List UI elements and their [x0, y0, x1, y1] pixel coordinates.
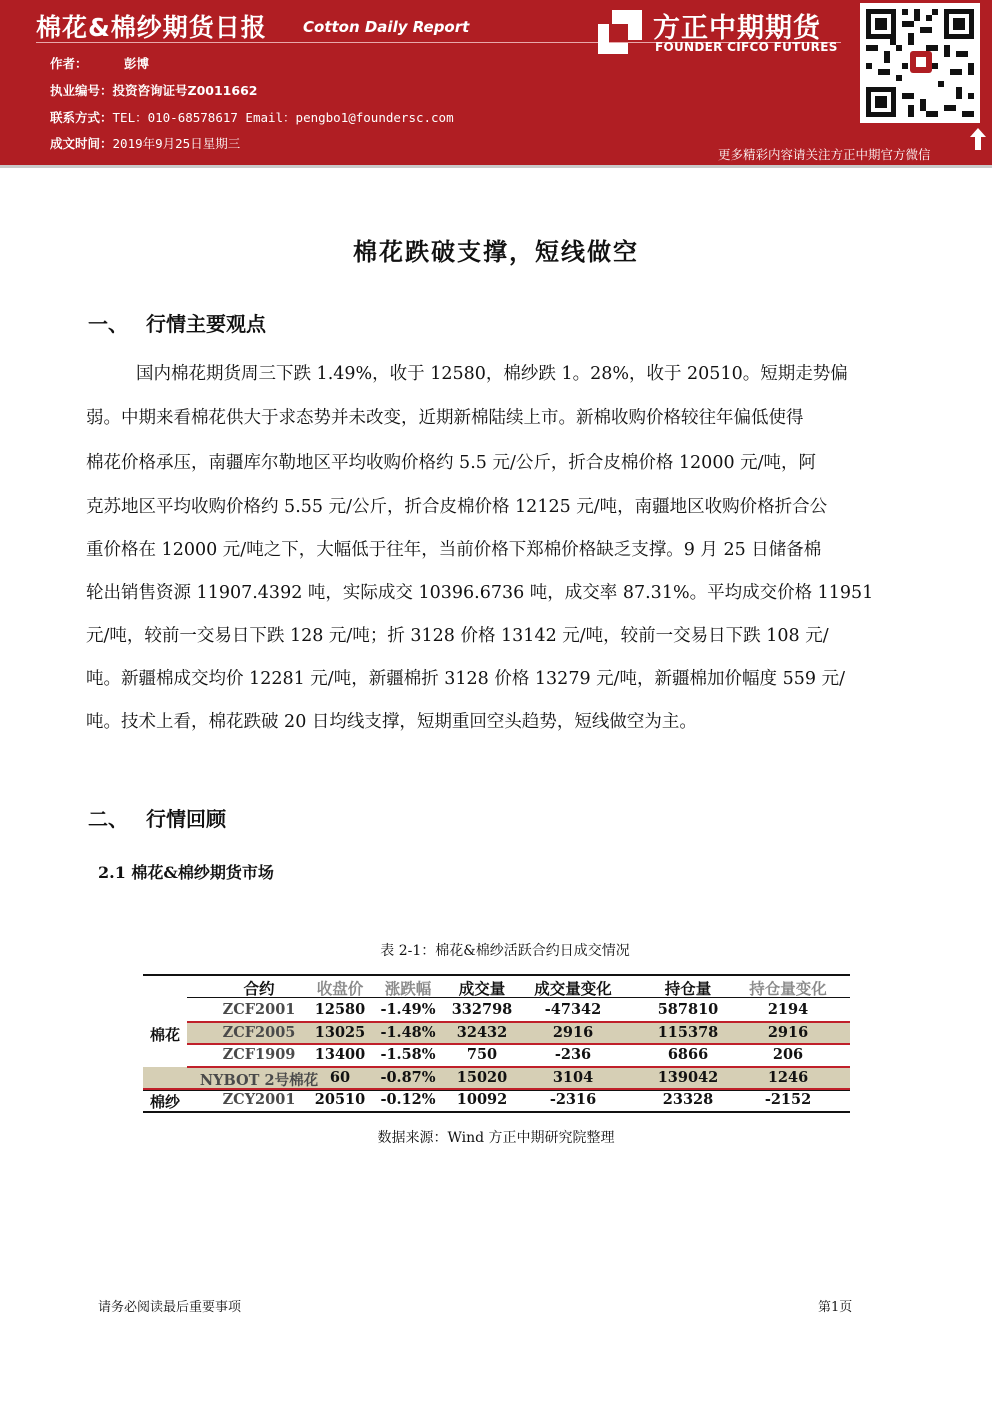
table-cell: 32432	[456, 1023, 508, 1041]
table-caption: 表 2-1：棉花&棉纱活跃合约日成交情况	[380, 943, 630, 959]
logo-name-cn: 方正中期期货	[653, 13, 821, 44]
contact-line	[50, 108, 454, 126]
table-red-rule	[187, 1066, 850, 1068]
license-line	[50, 81, 257, 99]
table-cell: 12580	[314, 1001, 366, 1018]
section-heading-review	[88, 803, 226, 832]
column-header: 合约	[243, 980, 275, 998]
table-top-rule	[143, 974, 850, 976]
table-cell: 10092	[456, 1091, 508, 1108]
table-cell: -0.87%	[380, 1068, 436, 1086]
paragraph-line: 棉花价格承压，南疆库尔勒地区平均收购价格约 5.5 元/公斤，折合皮棉价格 12000 元/吨，阿	[86, 453, 817, 473]
table-cell: -1.58%	[380, 1046, 436, 1063]
document-title: 棉花跌破支撑，短线做空	[353, 237, 639, 266]
table-cell: 3104	[552, 1068, 594, 1086]
table-cell: -236	[554, 1046, 592, 1063]
table-cell: -1.48%	[380, 1023, 436, 1041]
subsection-heading: 2.1 棉花&棉纱期货市场	[98, 863, 274, 882]
founder-logo-icon	[598, 10, 642, 54]
paragraph-line: 国内棉花期货周三下跌 1.49%，收于 12580，棉纱跌 1。28%，收于 20510。短期走势偏	[136, 364, 848, 384]
paragraph-line: 克苏地区平均收购价格约 5.55 元/公斤，折合皮棉价格 12125 元/吨，南疆地区收购价格折合公	[86, 497, 828, 517]
header-divider	[0, 165, 992, 168]
table-cell: 587810	[657, 1001, 719, 1018]
table-cell: 60	[329, 1068, 351, 1086]
table-cell: -1.49%	[380, 1001, 436, 1018]
table-cell: 332798	[451, 1001, 513, 1018]
table-cell: 139042	[657, 1068, 719, 1086]
table-cell: -47342	[544, 1001, 602, 1018]
report-date: 2019年9月25日星期三	[112, 136, 241, 151]
table-cell: 1246	[767, 1068, 809, 1086]
author-label: 作者：	[50, 56, 88, 71]
table-cell: 13400	[314, 1046, 366, 1063]
paragraph-line: 弱。中期来看棉花供大于求态势并未改变，近期新棉陆续上市。新棉收购价格较往年偏低使得	[86, 408, 804, 428]
table-cell: 115378	[657, 1023, 719, 1041]
contact-label: 联系方式：	[50, 110, 113, 125]
table-cell: 750	[466, 1046, 498, 1063]
row-group-label: 棉纱	[149, 1093, 180, 1111]
section-title: 行情回顾	[146, 807, 226, 831]
paragraph-line: 重价格在 12000 元/吨之下，大幅低于往年，当前价格下郑棉价格缺乏支撑。9 月 25 日储备棉	[86, 540, 822, 560]
table-cell: -0.12%	[380, 1091, 436, 1108]
table-cell: 2194	[767, 1001, 809, 1018]
report-title: 棉花&棉纱期货日报	[36, 13, 267, 42]
column-header: 持仓量	[664, 980, 712, 998]
logo-name-en: FOUNDER CIFCO FUTURES	[655, 40, 838, 54]
date-line	[50, 134, 240, 152]
table-red-rule	[187, 1021, 850, 1023]
column-header: 成交量	[458, 980, 506, 998]
author-name: 彭博	[124, 56, 150, 71]
paragraph-line: 吨。新疆棉成交均价 12281 元/吨，新疆棉折 3128 价格 13279 元/吨，新疆棉加价幅度 559 元/	[86, 669, 845, 689]
column-header: 持仓量变化	[749, 980, 827, 998]
section-heading-views	[88, 308, 266, 337]
table-cell: 23328	[662, 1091, 714, 1108]
table-cell: 2916	[767, 1023, 809, 1041]
arrow-up-icon	[970, 128, 986, 150]
author-line	[50, 54, 149, 72]
table-cell: -2152	[764, 1091, 812, 1108]
table-cell: -2316	[549, 1091, 597, 1108]
table-cell: ZCF2005	[222, 1023, 296, 1041]
table-cell: 15020	[456, 1068, 508, 1086]
column-header: 收盘价	[316, 980, 364, 998]
data-source: 数据来源：Wind 方正中期研究院整理	[377, 1130, 615, 1146]
date-label: 成文时间：	[50, 136, 113, 151]
section-number: 一、	[88, 312, 128, 336]
section-number: 二、	[88, 807, 128, 831]
license-label: 执业编号：	[50, 83, 113, 98]
column-header: 成交量变化	[534, 980, 612, 998]
table-cell: 2916	[552, 1023, 594, 1041]
row-group-label: 棉花	[149, 1025, 180, 1044]
footer-disclaimer: 请务必阅读最后重要事项	[98, 1300, 242, 1315]
wechat-note: 更多精彩内容请关注方正中期官方微信	[718, 147, 931, 162]
table-cell: ZCF1909	[222, 1046, 296, 1063]
table-cell: 206	[772, 1046, 804, 1063]
table-cell: 13025	[314, 1023, 366, 1041]
contact-info: TEL：010-68578617 Email：pengbo1@foundersc.com	[112, 110, 454, 125]
column-header: 涨跌幅	[384, 980, 432, 998]
section-title: 行情主要观点	[146, 312, 266, 336]
table-cell: 20510	[314, 1091, 366, 1108]
table-red-rule	[187, 1043, 850, 1045]
table-cell: 6866	[667, 1046, 709, 1063]
wechat-qr-code[interactable]	[860, 3, 980, 123]
futures-table	[143, 974, 850, 1114]
table-bottom-rule	[143, 1111, 850, 1113]
table-cell: NYBOT 2号棉花	[199, 1071, 319, 1089]
report-title-en: Cotton Daily Report	[303, 18, 470, 36]
paragraph-line: 吨。技术上看，棉花跌破 20 日均线支撑，短期重回空头趋势，短线做空为主。	[86, 712, 697, 732]
paragraph-line: 轮出销售资源 11907.4392 吨，实际成交 10396.6736 吨，成交率 87.31%。平均成交价格 11951	[86, 583, 874, 603]
table-cell: ZCF2001	[222, 1001, 296, 1018]
paragraph-line: 元/吨，较前一交易日下跌 128 元/吨；折 3128 价格 13142 元/吨，较前一交易日下跌 108 元/	[86, 626, 829, 646]
license-number: 投资咨询证号Z0011662	[112, 83, 258, 98]
table-cell: ZCY2001	[222, 1091, 296, 1108]
page-number: 第1页	[818, 1300, 853, 1315]
